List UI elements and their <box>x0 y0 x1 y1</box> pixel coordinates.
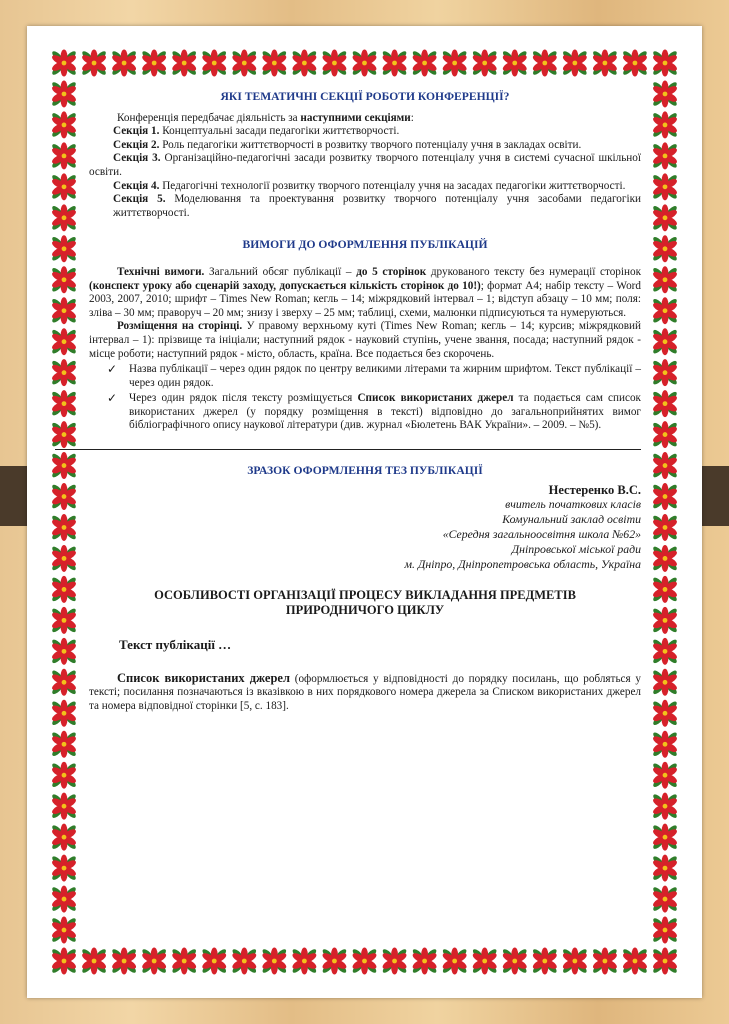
intro-paragraph <box>89 112 641 126</box>
poinsettia-icon <box>321 948 348 975</box>
document-content <box>89 90 641 714</box>
poinsettia-icon <box>652 700 679 727</box>
publication-text-placeholder: Текст публікації … <box>119 637 232 653</box>
poinsettia-icon <box>652 297 679 324</box>
poinsettia-icon <box>51 545 78 572</box>
poinsettia-icon <box>471 948 498 975</box>
poinsettia-icon <box>411 948 438 975</box>
poinsettia-icon <box>531 948 558 975</box>
poinsettia-icon <box>111 948 138 975</box>
author-position: вчитель початкових класів <box>505 497 641 512</box>
author-school: «Середня загальноосвітня школа №62» <box>442 527 641 542</box>
poinsettia-icon <box>652 514 679 541</box>
publication-title: ОСОБЛИВОСТІ ОРГАНІЗАЦІЇ ПРОЦЕСУ ВИКЛАДАННЯ ПРЕДМЕТІВ ПРИРОДНИЧОГО ЦИКЛУ <box>154 588 576 618</box>
poinsettia-icon <box>501 948 528 975</box>
poinsettia-icon <box>51 390 78 417</box>
poinsettia-icon <box>51 235 78 262</box>
poinsettia-icon <box>51 855 78 882</box>
list-item: ✓ Через один рядок після тексту розміщується Список використаних джерел та подається сам список використаних джерел (у порядку розміщення в тексті) відповідно до загальноприйнятих вимог бібліографічного опису наукової літератури (див. журнал «Бюлетень ВАК України». – 2009. – №5). <box>107 391 641 432</box>
placement-requirements: Розміщення на сторінці. У правому верхньому куті (Times New Roman; кегль – 14; курсив; міжрядковий інтервал – 1): прізвище та ініціали; наступний рядок - науковий ступінь, учене звання, посада; наступний рядок - місце роботи; наступний рядок - місто, область, країна. Все подається без скорочень. <box>89 320 641 360</box>
poinsettia-icon <box>291 50 318 77</box>
poinsettia-icon <box>471 50 498 77</box>
poinsettia-icon <box>51 762 78 789</box>
poinsettia-icon <box>51 700 78 727</box>
poinsettia-icon <box>231 948 258 975</box>
poinsettia-icon <box>201 948 228 975</box>
poinsettia-icon <box>501 50 528 77</box>
poinsettia-icon <box>51 328 78 355</box>
poinsettia-icon <box>111 50 138 77</box>
requirements-list <box>89 363 641 433</box>
poinsettia-icon <box>652 173 679 200</box>
author-name: Нестеренко В.С. <box>548 482 641 497</box>
poinsettia-icon <box>652 545 679 572</box>
poinsettia-icon <box>652 762 679 789</box>
poinsettia-icon <box>201 50 228 77</box>
poinsettia-icon <box>652 607 679 634</box>
section-item-2: Секція 2. Роль педагогіки життєтворчості в розвитку творчого потенціалу учня в закладах освіти. <box>113 138 582 151</box>
poinsettia-icon <box>51 948 78 975</box>
poinsettia-icon <box>141 948 168 975</box>
poinsettia-icon <box>622 948 649 975</box>
list-item: ✓ Назва публікації – через один рядок по центру великими літерами та жирним шрифтом. Текст публікації – через один рядок. <box>107 362 641 389</box>
author-location: м. Дніпро, Дніпропетровська область, Україна <box>404 557 641 572</box>
poinsettia-icon <box>652 80 679 107</box>
poinsettia-icon <box>51 824 78 851</box>
poinsettia-icon <box>381 948 408 975</box>
poinsettia-icon <box>652 669 679 696</box>
poinsettia-icon <box>51 638 78 665</box>
poinsettia-icon <box>411 50 438 77</box>
section-item-4: Секція 4. Педагогічні технології розвитку творчого потенціалу учня на засадах педагогіки життєтворчості. <box>113 179 626 192</box>
poinsettia-icon <box>51 50 78 77</box>
poinsettia-icon <box>51 793 78 820</box>
poinsettia-icon <box>51 576 78 603</box>
intro-suffix: : <box>410 111 414 124</box>
poinsettia-icon <box>652 917 679 944</box>
poinsettia-icon <box>261 948 288 975</box>
poinsettia-icon <box>652 359 679 386</box>
poinsettia-icon <box>652 142 679 169</box>
intro-text: Конференція передбачає діяльність за <box>117 111 301 124</box>
poinsettia-icon <box>652 235 679 262</box>
poinsettia-icon <box>51 297 78 324</box>
poinsettia-icon <box>441 50 468 77</box>
poinsettia-icon <box>652 390 679 417</box>
poinsettia-icon <box>51 514 78 541</box>
poinsettia-icon <box>591 50 618 77</box>
poinsettia-icon <box>51 917 78 944</box>
poinsettia-icon <box>51 669 78 696</box>
section-item-3: Секція 3. Організаційно-педагогічні засади розвитку творчого потенціалу учня в системі сучасної шкільної освіти. <box>89 152 641 178</box>
checkmark-icon: ✓ <box>107 391 118 406</box>
section-item-1: Секція 1. Концептуальні засади педагогіки життєтворчості. <box>113 125 400 138</box>
poinsettia-icon <box>81 948 108 975</box>
poinsettia-icon <box>652 50 679 77</box>
poinsettia-icon <box>51 80 78 107</box>
poinsettia-icon <box>171 948 198 975</box>
poinsettia-icon <box>652 576 679 603</box>
poinsettia-icon <box>652 421 679 448</box>
poinsettia-icon <box>652 948 679 975</box>
author-institution: Комунальний заклад освіти <box>502 512 641 527</box>
poinsettia-icon <box>652 204 679 231</box>
checkmark-icon: ✓ <box>107 362 118 377</box>
poinsettia-icon <box>51 731 78 758</box>
requirements-heading: ВИМОГИ ДО ОФОРМЛЕННЯ ПУБЛІКАЦІЙ <box>242 238 488 252</box>
poinsettia-icon <box>652 452 679 479</box>
poinsettia-icon <box>351 50 378 77</box>
poinsettia-icon <box>652 855 679 882</box>
poinsettia-icon <box>652 266 679 293</box>
poinsettia-icon <box>381 50 408 77</box>
sections-heading: ЯКІ ТЕМАТИЧНІ СЕКЦІЇ РОБОТИ КОНФЕРЕНЦІЇ? <box>220 90 510 103</box>
poinsettia-icon <box>51 483 78 510</box>
poinsettia-icon <box>51 359 78 386</box>
poinsettia-icon <box>351 948 378 975</box>
section-item-5: Секція 5. Моделювання та проектування розвитку творчого потенціалу учня засобами педагогіки життєтворчості. <box>113 193 642 219</box>
poinsettia-icon <box>561 50 588 77</box>
poinsettia-icon <box>141 50 168 77</box>
author-council: Дніпровської міської ради <box>511 542 641 557</box>
poinsettia-icon <box>171 50 198 77</box>
poinsettia-icon <box>231 50 258 77</box>
divider <box>55 449 641 450</box>
poinsettia-icon <box>652 111 679 138</box>
poinsettia-icon <box>652 638 679 665</box>
poinsettia-icon <box>51 266 78 293</box>
poinsettia-icon <box>561 948 588 975</box>
poinsettia-icon <box>51 421 78 448</box>
poinsettia-icon <box>51 452 78 479</box>
poinsettia-icon <box>51 173 78 200</box>
poinsettia-icon <box>291 948 318 975</box>
poinsettia-icon <box>51 886 78 913</box>
poinsettia-icon <box>652 824 679 851</box>
poinsettia-icon <box>591 948 618 975</box>
poinsettia-icon <box>652 886 679 913</box>
poinsettia-icon <box>652 328 679 355</box>
poinsettia-icon <box>652 793 679 820</box>
author-block <box>89 484 641 573</box>
poinsettia-icon <box>321 50 348 77</box>
intro-bold: наступними секціями <box>300 111 411 124</box>
poinsettia-icon <box>261 50 288 77</box>
sample-heading: ЗРАЗОК ОФОРМЛЕННЯ ТЕЗ ПУБЛІКАЦІЇ <box>247 464 483 478</box>
document-page <box>27 26 702 998</box>
poinsettia-icon <box>622 50 649 77</box>
technical-requirements: Технічні вимоги. Загальний обсяг публікації – до 5 сторінок друкованого тексту без нумерації сторінок (конспект уроку або сценарій заходу, допускається кількість сторінок до 10!); формат А4; набір тексту – Word 2003, 2007, 2010; шрифт – Times New Roman; кегль – 14; міжрядковий інтервал – 1; відступ абзацу – 10 мм; поля: зліва – 30 мм; праворуч – 20 мм; знизу і зверху – 25 мм; таблиці, схеми, малюнки підписуються та нумеруються. <box>89 265 642 319</box>
poinsettia-icon <box>51 142 78 169</box>
poinsettia-icon <box>652 731 679 758</box>
poinsettia-icon <box>531 50 558 77</box>
poinsettia-icon <box>652 483 679 510</box>
poinsettia-icon <box>51 204 78 231</box>
poinsettia-icon <box>441 948 468 975</box>
sources-paragraph: Список використаних джерел (оформлюється у відповідності до порядку посилань, що робляться у тексті; посилання позначаються із вказівкою в них порядкового номера джерела за Списком використаних джерел та номера відповідної сторінки [5, с. 183]. <box>89 670 641 713</box>
poinsettia-icon <box>81 50 108 77</box>
poinsettia-icon <box>51 111 78 138</box>
poinsettia-icon <box>51 607 78 634</box>
